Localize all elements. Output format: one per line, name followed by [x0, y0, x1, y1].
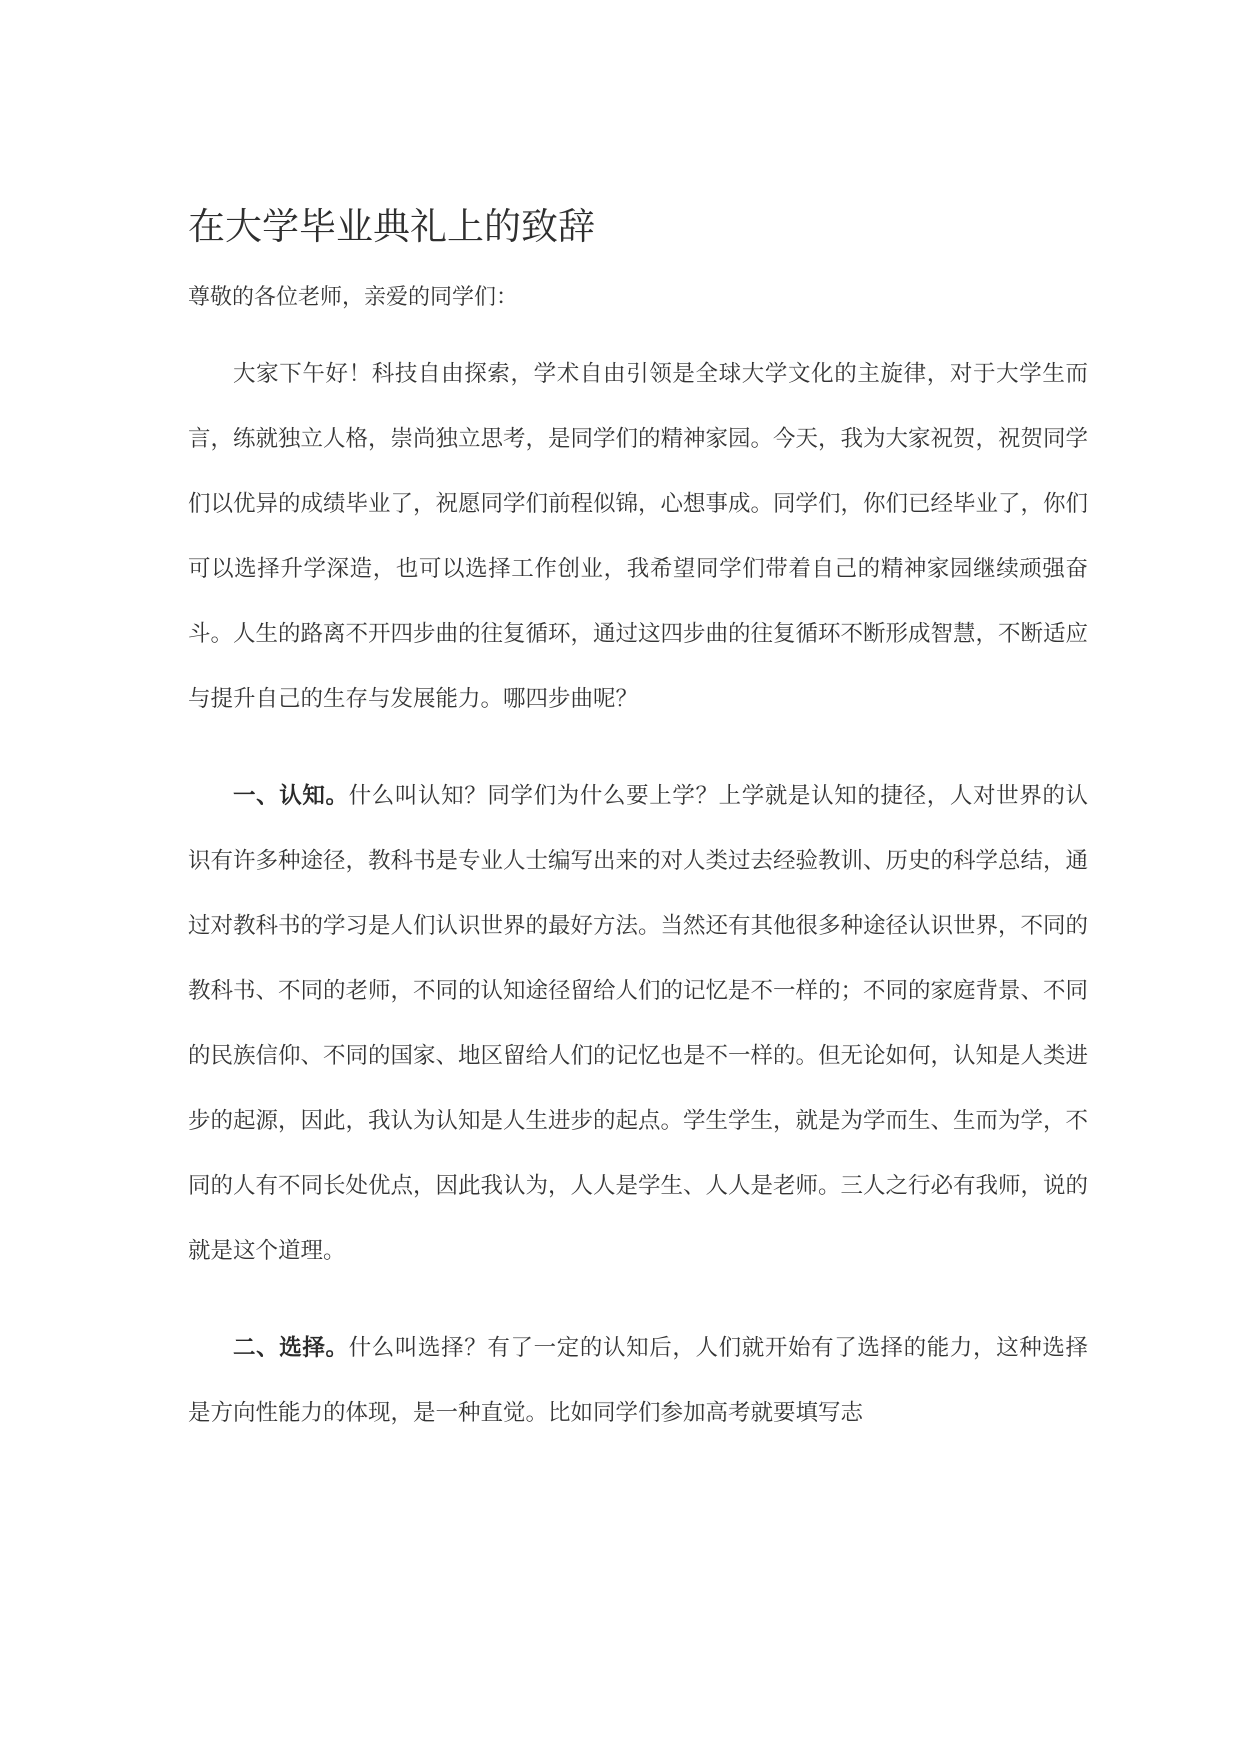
paragraph-lead: 二、选择。 — [233, 1335, 349, 1361]
paragraph-text: 什么叫认知？同学们为什么要上学？上学就是认知的捷径，人对世界的认识有许多种途径，教科书是专业人士编写出来的对人类过去经验教训、历史的科学总结，通过对教科书的学习是人们认识世界的最好方法。当然还有其他很多种途径认识世界，不同的教科书、不同的老师，不同的认知途径留给人们的记忆是不一样的；不同的家庭背景、不同的民族信仰、不同的国家、地区留给人们的记忆也是不一样的。但无论如何，认知是人类进步的起源，因此，我认为认知是人生进步的起点。学生学生，就是为学而生、生而为学，不同的人有不同长处优点，因此我认为，人人是学生、人人是老师。三人之行必有我师，说的就是这个道理。 — [188, 783, 1089, 1264]
paragraph-lead: 一、认知。 — [233, 783, 349, 809]
paragraph-text: 什么叫选择？有了一定的认知后，人们就开始有了选择的能力，这种选择是方向性能力的体现，是一种直觉。比如同学们参加高考就要填写志 — [188, 1335, 1088, 1426]
paragraph-choice — [188, 1316, 1088, 1446]
document-body — [188, 196, 1088, 1446]
paragraph-cognition — [188, 764, 1088, 1284]
paragraph-greeting — [188, 342, 1088, 732]
salutation: 尊敬的各位老师，亲爱的同学们： — [188, 285, 519, 310]
paragraph-text: 大家下午好！科技自由探索，学术自由引领是全球大学文化的主旋律，对于大学生而言，练就独立人格，崇尚独立思考，是同学们的精神家园。今天，我为大家祝贺，祝贺同学们以优异的成绩毕业了，祝愿同学们前程似锦，心想事成。同学们，你们已经毕业了，你们可以选择升学深造，也可以选择工作创业，我希望同学们带着自己的精神家园继续顽强奋斗。人生的路离不开四步曲的往复循环，通过这四步曲的往复循环不断形成智慧，不断适应与提升自己的生存与发展能力。哪四步曲呢？ — [188, 361, 1089, 712]
document-title: 在大学毕业典礼上的致辞 — [188, 205, 595, 248]
